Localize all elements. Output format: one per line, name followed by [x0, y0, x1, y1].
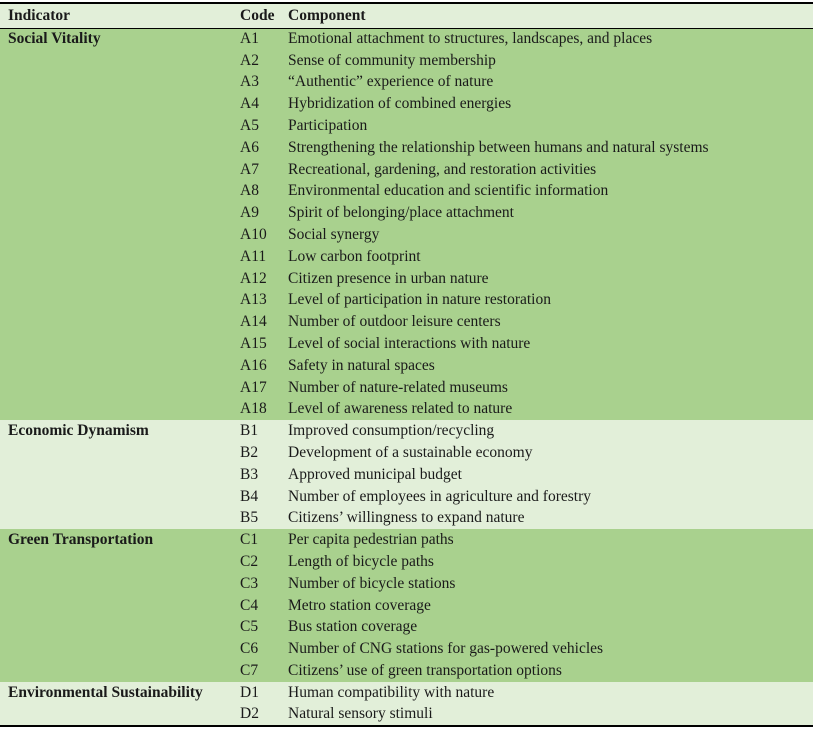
table-body — [0, 28, 813, 726]
indicator-cell — [0, 442, 240, 464]
indicator-cell — [0, 704, 240, 726]
code-cell: C1 — [240, 531, 259, 549]
table-row — [0, 595, 813, 617]
indicator-cell — [0, 159, 240, 181]
table-row — [0, 246, 813, 268]
component-cell: Metro station coverage — [288, 596, 431, 614]
table-row — [0, 464, 813, 486]
code-cell: D1 — [240, 683, 259, 701]
component-cell: Safety in natural spaces — [288, 356, 435, 374]
component-cell: Level of social interactions with nature — [288, 335, 531, 353]
column-header-component: Component — [288, 6, 366, 24]
indicator-cell — [0, 93, 240, 115]
code-cell: A1 — [240, 30, 259, 48]
code-cell: C3 — [240, 574, 259, 592]
code-cell: C2 — [240, 553, 259, 571]
component-cell: Level of participation in nature restoration — [288, 291, 551, 309]
component-cell: Per capita pedestrian paths — [288, 531, 454, 549]
component-cell: “Authentic” experience of nature — [288, 73, 494, 91]
component-cell: Bus station coverage — [288, 618, 418, 636]
component-cell: Length of bicycle paths — [288, 553, 434, 571]
code-cell: B2 — [240, 444, 259, 462]
indicator-cell — [0, 115, 240, 137]
code-cell: A10 — [240, 226, 267, 244]
code-cell: C4 — [240, 596, 259, 614]
code-cell: C5 — [240, 618, 259, 636]
indicator-cell — [0, 660, 240, 682]
indicator-cell — [0, 551, 240, 573]
table-row — [0, 181, 813, 203]
code-cell: A17 — [240, 378, 267, 396]
code-cell: A3 — [240, 73, 259, 91]
table-row — [0, 159, 813, 181]
component-cell: Sense of community membership — [288, 51, 496, 69]
indicator-cell — [0, 595, 240, 617]
code-cell: A13 — [240, 291, 267, 309]
code-cell: A16 — [240, 356, 267, 374]
indicator-cell: Green Transportation — [8, 531, 154, 549]
indicator-cell — [0, 333, 240, 355]
table-row — [0, 224, 813, 246]
table-row — [0, 202, 813, 224]
table-row — [0, 573, 813, 595]
column-header-indicator: Indicator — [8, 6, 70, 24]
code-cell: B5 — [240, 509, 259, 527]
table-row — [0, 268, 813, 290]
indicator-cell — [0, 638, 240, 660]
table-row — [0, 529, 813, 551]
indicator-cell — [0, 355, 240, 377]
component-cell: Number of CNG stations for gas-powered vehicles — [288, 640, 604, 658]
component-cell: Number of employees in agriculture and forestry — [288, 487, 592, 505]
component-cell: Hybridization of combined energies — [288, 95, 512, 113]
component-cell: Number of bicycle stations — [288, 574, 456, 592]
code-cell: A5 — [240, 117, 259, 135]
indicator-cell — [0, 377, 240, 399]
table-header — [0, 3, 813, 28]
component-cell: Social synergy — [288, 226, 380, 244]
indicator-cell — [0, 268, 240, 290]
indicator-cell — [0, 464, 240, 486]
table-row — [0, 551, 813, 573]
code-cell: B4 — [240, 487, 259, 505]
component-cell: Improved consumption/recycling — [288, 422, 495, 440]
component-cell: Level of awareness related to nature — [288, 400, 513, 418]
indicator-cell — [0, 202, 240, 224]
component-cell: Number of nature-related museums — [288, 378, 508, 396]
indicator-cell — [0, 50, 240, 72]
component-cell: Citizens’ use of green transportation options — [288, 662, 562, 679]
indicator-cell: Economic Dynamism — [8, 422, 149, 440]
code-cell: A11 — [240, 247, 267, 265]
table-row — [0, 682, 813, 704]
component-cell: Development of a sustainable economy — [288, 444, 533, 462]
component-cell: Citizen presence in urban nature — [288, 269, 489, 287]
component-cell: Recreational, gardening, and restoration activities — [288, 160, 597, 178]
table-row — [0, 137, 813, 159]
indicator-cell — [0, 508, 240, 530]
table-row — [0, 355, 813, 377]
header-row — [0, 3, 813, 28]
code-cell: D2 — [240, 705, 259, 723]
code-cell: A14 — [240, 313, 267, 331]
indicator-cell: Social Vitality — [8, 30, 101, 48]
indicator-cell: Environmental Sustainability — [8, 683, 203, 701]
component-cell: Participation — [288, 117, 368, 135]
code-cell: C6 — [240, 640, 259, 658]
code-cell: C7 — [240, 662, 259, 679]
table-row — [0, 50, 813, 72]
indicator-cell — [0, 72, 240, 94]
indicator-cell — [0, 137, 240, 159]
table-row — [0, 311, 813, 333]
component-cell: Emotional attachment to structures, landscapes, and places — [288, 30, 653, 48]
indicator-cell — [0, 486, 240, 508]
code-cell: A6 — [240, 138, 259, 156]
code-cell: B3 — [240, 465, 259, 483]
component-cell: Human compatibility with nature — [288, 683, 495, 701]
column-header-code: Code — [240, 6, 275, 24]
code-cell: A4 — [240, 95, 259, 113]
indicator-cell — [0, 617, 240, 639]
table-row — [0, 333, 813, 355]
table-row — [0, 72, 813, 94]
table-row — [0, 377, 813, 399]
table-row — [0, 660, 813, 682]
table-row — [0, 28, 813, 50]
component-cell: Number of outdoor leisure centers — [288, 313, 501, 331]
indicator-cell — [0, 311, 240, 333]
indicator-cell — [0, 224, 240, 246]
component-cell: Citizens’ willingness to expand nature — [288, 509, 525, 527]
table-row — [0, 486, 813, 508]
table-row — [0, 508, 813, 530]
code-cell: B1 — [240, 422, 259, 440]
indicator-cell — [0, 573, 240, 595]
indicator-component-table — [0, 2, 813, 727]
table-row — [0, 617, 813, 639]
code-cell: A7 — [240, 160, 259, 178]
component-cell: Strengthening the relationship between humans and natural systems — [288, 138, 709, 156]
code-cell: A12 — [240, 269, 267, 287]
code-cell: A8 — [240, 182, 259, 200]
indicator-cell — [0, 290, 240, 312]
code-cell: A9 — [240, 204, 259, 222]
indicator-cell — [0, 181, 240, 203]
code-cell: A15 — [240, 335, 267, 353]
indicator-cell — [0, 246, 240, 268]
component-cell: Natural sensory stimuli — [288, 705, 433, 723]
table-row — [0, 704, 813, 726]
table-row — [0, 399, 813, 421]
table-row — [0, 115, 813, 137]
component-cell: Spirit of belonging/place attachment — [288, 204, 514, 222]
table-row — [0, 638, 813, 660]
code-cell: A2 — [240, 51, 259, 69]
table-row — [0, 442, 813, 464]
code-cell: A18 — [240, 400, 267, 418]
table-row — [0, 93, 813, 115]
component-cell: Low carbon footprint — [288, 247, 421, 265]
table-row — [0, 420, 813, 442]
indicator-cell — [0, 399, 240, 421]
component-cell: Approved municipal budget — [288, 465, 462, 483]
table-row — [0, 290, 813, 312]
component-cell: Environmental education and scientific information — [288, 182, 609, 200]
